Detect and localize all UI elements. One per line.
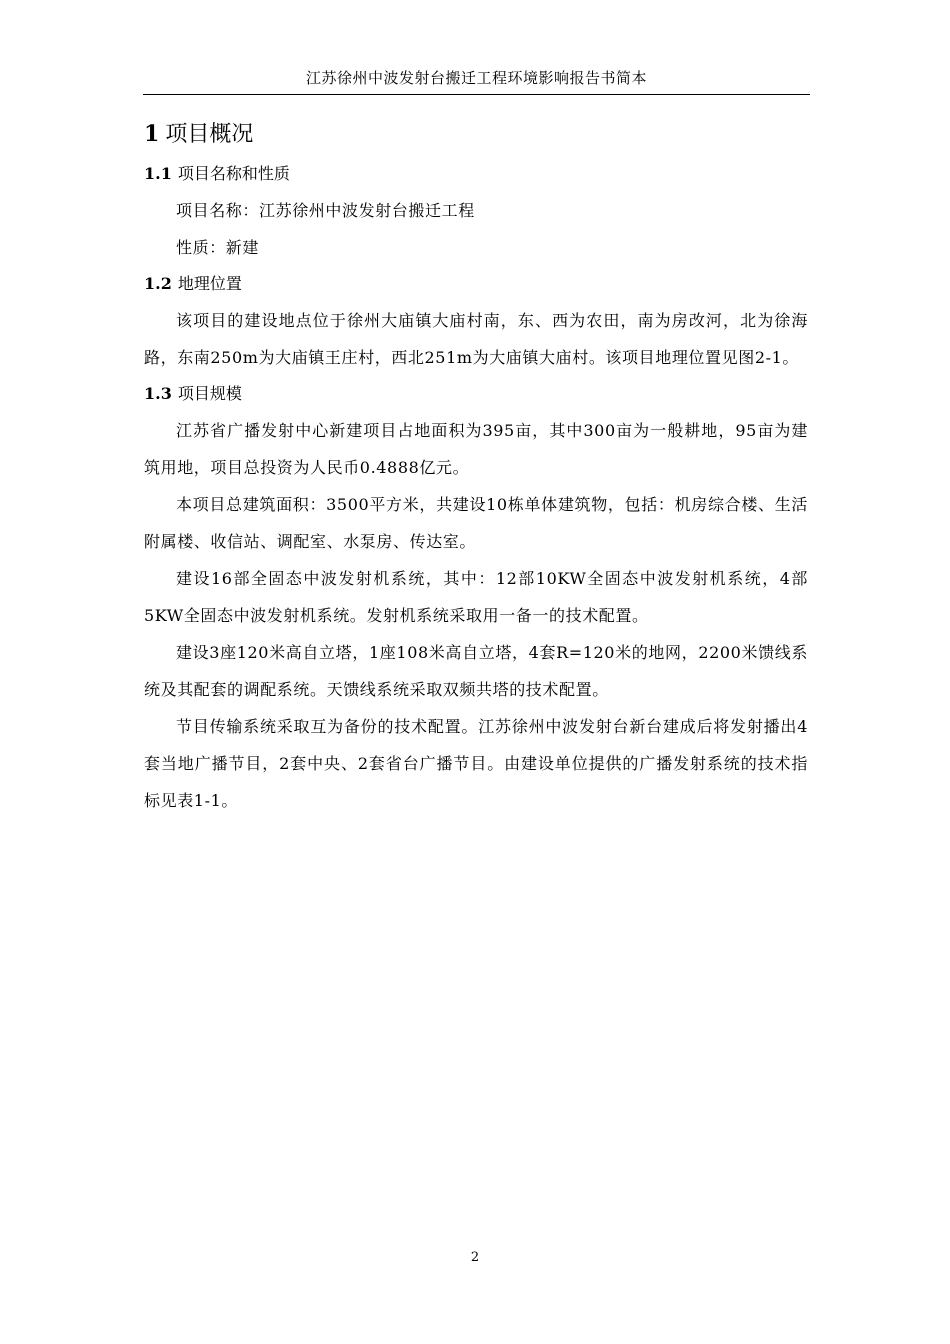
section-1-2-title: 地理位置 [177, 274, 242, 293]
document-body [144, 112, 808, 819]
page-header [143, 66, 810, 95]
section-1-2-number: 1.2 [144, 274, 172, 293]
section-1-title: 项目概况 [165, 122, 254, 147]
scale-paragraph-land: 江苏省广播发射中心新建项目占地面积为395亩，其中300亩为一般耕地，95亩为建筑用地，项目总投资为人民币0.4888亿元。 [144, 421, 808, 477]
scale-paragraph-transmitters: 建设16部全固态中波发射机系统，其中：12部10KW全固态中波发射机系统，4部5KW全固态中波发射机系统。发射机系统采取用一备一的技术配置。 [144, 569, 808, 625]
section-1-3-heading [144, 376, 808, 412]
scale-paragraph-buildings: 本项目总建筑面积：3500平方米，共建设10栋单体建筑物，包括：机房综合楼、生活附属楼、收信站、调配室、水泵房、传达室。 [144, 495, 808, 551]
page-number: 2 [470, 1250, 480, 1265]
project-name-line: 项目名称：江苏徐州中波发射台搬迁工程 [176, 201, 475, 220]
scale-paragraph-towers: 建设3座120米高自立塔，1座108米高自立塔，4套R=120米的地网，2200米馈线系统及其配套的调配系统。天馈线系统采取双频共塔的技术配置。 [144, 643, 808, 699]
location-paragraph: 该项目的建设地点位于徐州大庙镇大庙村南，东、西为农田，南为房改河，北为徐海路，东南250m为大庙镇王庄村，西北251m为大庙镇大庙村。该项目地理位置见图2-1。 [144, 311, 808, 367]
section-1-heading [144, 112, 808, 156]
section-1-1-title: 项目名称和性质 [177, 164, 290, 183]
section-1-3-number: 1.3 [144, 384, 172, 403]
section-1-number: 1 [144, 121, 160, 147]
header-title: 江苏徐州中波发射台搬迁工程环境影响报告书简本 [305, 69, 647, 87]
project-nature-line: 性质：新建 [176, 238, 260, 257]
section-1-1-heading [144, 156, 808, 192]
section-1-1-number: 1.1 [144, 164, 172, 183]
section-1-3-title: 项目规模 [177, 384, 242, 403]
section-1-2-heading [144, 266, 808, 302]
scale-paragraph-transmission: 节目传输系统采取互为备份的技术配置。江苏徐州中波发射台新台建成后将发射播出4套当地广播节目，2套中央、2套省台广播节目。由建设单位提供的广播发射系统的技术指标见表1-1。 [144, 717, 808, 810]
